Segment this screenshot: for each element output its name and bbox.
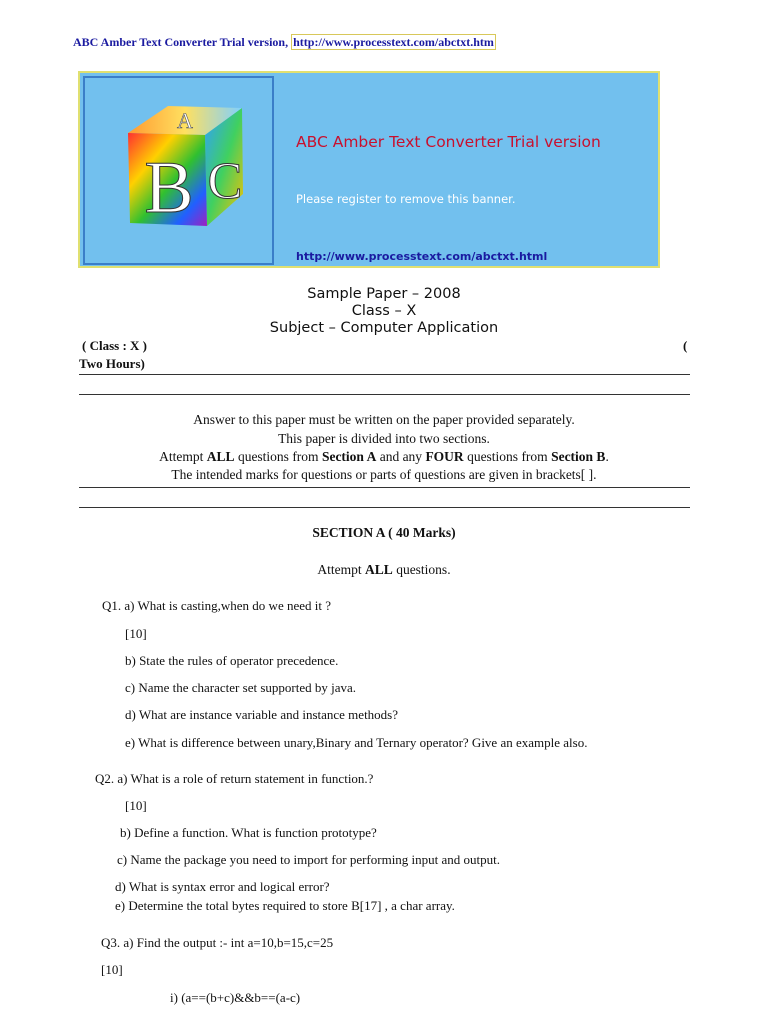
instruction-text: questions. bbox=[392, 562, 451, 577]
q3-part-a: Q3. a) Find the output :- int a=10,b=15,c=25 bbox=[101, 935, 334, 950]
q2-part-b: b) Define a function. What is function prototype? bbox=[120, 825, 377, 840]
logo-letter-b: B bbox=[144, 147, 194, 229]
q2-part-c: c) Name the package you need to import for performing input and output. bbox=[117, 852, 501, 867]
duration-paren: ( bbox=[683, 338, 688, 353]
class-heading: Class – X bbox=[351, 303, 417, 319]
q1-part-b: b) State the rules of operator precedence. bbox=[125, 653, 339, 668]
q2-part-e: e) Determine the total bytes required to store B[17] , a char array. bbox=[115, 898, 455, 913]
q1-part-d: d) What are instance variable and instance methods? bbox=[125, 707, 399, 722]
class-info: ( Class : X ) bbox=[82, 338, 147, 353]
instruction-emphasis: Section B bbox=[551, 449, 606, 464]
logo-letter-a: A bbox=[177, 108, 193, 133]
instruction-emphasis: FOUR bbox=[425, 449, 464, 464]
divider bbox=[79, 487, 690, 488]
trial-header-link[interactable]: http://www.processtext.com/abctxt.htm bbox=[293, 35, 494, 49]
section-a-heading: SECTION A ( 40 Marks) bbox=[312, 525, 456, 540]
paper-title: Sample Paper – 2008 bbox=[307, 286, 461, 302]
q1-part-a: Q1. a) What is casting,when do we need it ? bbox=[102, 598, 331, 613]
instruction-text: . bbox=[605, 449, 609, 464]
instruction-emphasis: Section A bbox=[321, 449, 377, 464]
banner-url-link[interactable]: http://www.processtext.com/abctxt.html bbox=[296, 250, 548, 263]
q1-part-e: e) What is difference between unary,Binary and Ternary operator? Give an example also. bbox=[125, 735, 588, 750]
q1-part-c: c) Name the character set supported by java. bbox=[125, 680, 357, 695]
q2-part-a: Q2. a) What is a role of return statement in function.? bbox=[95, 771, 374, 786]
banner-subtitle: Please register to remove this banner. bbox=[296, 192, 516, 206]
instruction-line-3 bbox=[0, 449, 768, 465]
duration: Two Hours) bbox=[79, 356, 145, 371]
q3-marks: [10] bbox=[101, 962, 123, 977]
instruction-text: questions from bbox=[234, 449, 322, 464]
divider bbox=[79, 394, 690, 395]
instruction-text: Attempt bbox=[159, 449, 207, 464]
q3-subpart-i: i) (a==(b+c)&&b==(a-c) bbox=[170, 990, 301, 1005]
q2-marks: [10] bbox=[125, 798, 147, 813]
trial-banner bbox=[78, 71, 660, 268]
section-a-instruction bbox=[0, 562, 768, 578]
divider bbox=[79, 374, 690, 375]
instruction-emphasis: ALL bbox=[365, 562, 393, 577]
instruction-line-1: Answer to this paper must be written on the paper provided separately. bbox=[193, 412, 575, 427]
instruction-text: questions from bbox=[463, 449, 552, 464]
instruction-text: Attempt bbox=[317, 562, 366, 577]
instruction-line-2: This paper is divided into two sections. bbox=[278, 431, 490, 446]
logo-letter-c: C bbox=[207, 153, 243, 210]
instruction-text: and any bbox=[376, 449, 426, 464]
trial-header-text: ABC Amber Text Converter Trial version, bbox=[73, 35, 292, 49]
q2-part-d: d) What is syntax error and logical error? bbox=[115, 879, 330, 894]
instruction-emphasis: ALL bbox=[206, 449, 235, 464]
subject-heading: Subject – Computer Application bbox=[269, 320, 499, 336]
divider bbox=[79, 507, 690, 508]
cube-logo-icon bbox=[85, 78, 272, 263]
abc-cube-logo bbox=[83, 76, 274, 265]
instruction-line-4: The intended marks for questions or parts of questions are given in brackets[ ]. bbox=[171, 467, 597, 482]
banner-title: ABC Amber Text Converter Trial version bbox=[296, 133, 601, 151]
q1-marks: [10] bbox=[125, 626, 147, 641]
trial-header bbox=[73, 35, 496, 50]
